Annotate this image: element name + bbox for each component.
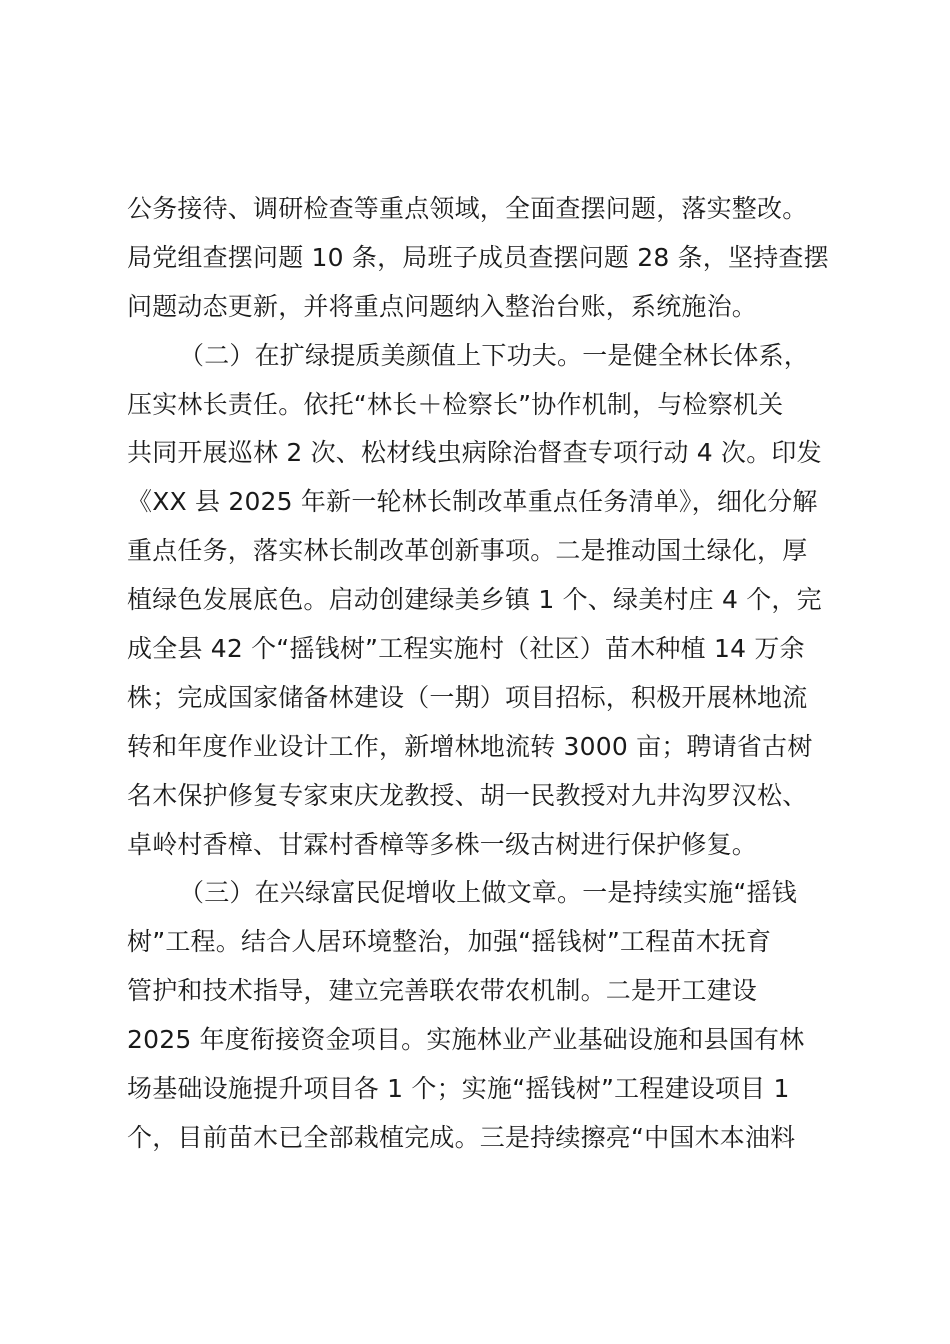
text-line: 2025 年度衔接资金项目。实施林业产业基础设施和县国有林 xyxy=(127,1025,805,1055)
text-line: 《XX 县 2025 年新一轮林长制改革重点任务清单》，细化分解 xyxy=(127,487,818,517)
text-line: 管护和技术指导，建立完善联农带农机制。二是开工建设 xyxy=(127,976,758,1006)
text-line: 成全县 42 个“摇钱树”工程实施村（社区）苗木种植 14 万余 xyxy=(127,634,805,664)
text-line: 植绿色发展底色。启动创建绿美乡镇 1 个、绿美村庄 4 个，完 xyxy=(127,585,822,615)
text-line: 名木保护修复专家束庆龙教授、胡一民教授对九井沟罗汉松、 xyxy=(127,780,808,810)
paragraph-heading-line: （三）在兴绿富民促增收上做文章。一是持续实施“摇钱 xyxy=(179,878,797,908)
text-line: 树”工程。结合人居环境整治，加强“摇钱树”工程苗木抚育 xyxy=(127,927,772,957)
text-line: 场基础设施提升项目各 1 个；实施“摇钱树”工程建设项目 1 xyxy=(127,1074,790,1104)
paragraph-heading-line: （二）在扩绿提质美颜值上下功夫。一是健全林长体系， xyxy=(179,340,810,370)
text-line: 公务接待、调研检查等重点领域，全面查摆问题，落实整改。 xyxy=(127,194,808,223)
text-line: 重点任务，落实林长制改革创新事项。二是推动国土绿化，厚 xyxy=(127,536,808,566)
text-line: 共同开展巡林 2 次、松材线虫病除治督查专项行动 4 次。印发 xyxy=(127,438,822,468)
text-line: 个，目前苗木已全部栽植完成。三是持续擦亮“中国木本油料 xyxy=(127,1122,796,1152)
text-line: 株；完成国家储备林建设（一期）项目招标，积极开展林地流 xyxy=(127,682,808,712)
text-line: 问题动态更新，并将重点问题纳入整治台账，系统施治。 xyxy=(127,291,758,321)
text-line: 局党组查摆问题 10 条，局班子成员查摆问题 28 条，坚持查摆 xyxy=(127,242,829,272)
text-line: 转和年度作业设计工作，新增林地流转 3000 亩；聘请省古树 xyxy=(127,731,813,761)
document-body xyxy=(127,185,837,1163)
text-line: 卓岭村香樟、甘霖村香樟等多株一级古树进行保护修复。 xyxy=(127,829,758,859)
text-line: 压实林长责任。依托“林长＋检察长”协作机制，与检察机关 xyxy=(127,389,784,419)
